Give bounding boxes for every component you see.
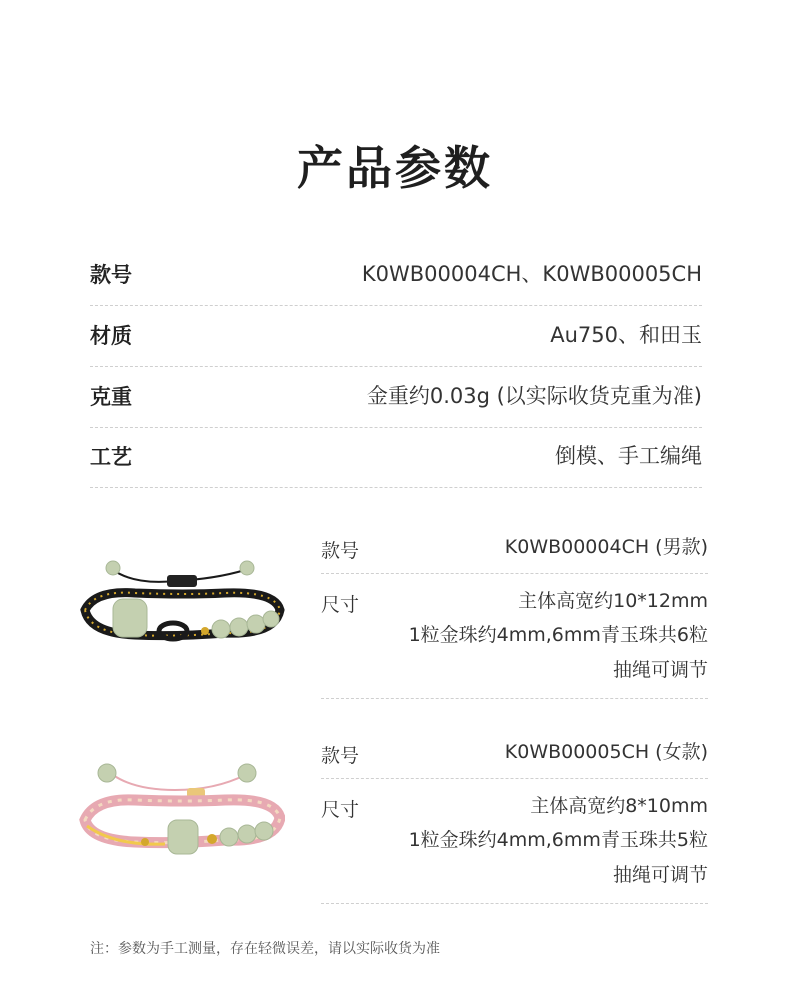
spec-row-craft [90,427,702,488]
size-line: 主体高宽约8*10mm [530,795,708,817]
product-row-model [321,520,708,574]
spec-label: 克重 [90,385,132,409]
product-label: 尺寸 [321,594,360,616]
size-line: 1粒金珠约4mm,6mm青玉珠共5粒 [408,829,708,851]
product-row-model [321,725,708,779]
product-label: 款号 [321,745,360,767]
spec-value: Au750、和田玉 [550,323,702,347]
size-line: 1粒金珠约4mm,6mm青玉珠共6粒 [408,624,708,646]
size-line: 抽绳可调节 [612,864,708,886]
size-line: 主体高宽约10*12mm [518,590,708,612]
product-label: 尺寸 [321,799,360,821]
spec-value: 倒模、手工编绳 [555,444,702,468]
womens-bracelet-image [75,760,285,860]
size-line: 抽绳可调节 [612,659,708,681]
spec-row-weight [90,367,702,428]
mens-bracelet-image [75,555,285,655]
product-label: 款号 [321,540,360,562]
spec-label: 工艺 [90,445,132,469]
product-row-size [321,574,708,699]
spec-label: 款号 [90,263,132,287]
spec-value: 金重约0.03g (以实际收货克重为准) [366,384,702,408]
product-row-size [321,779,708,904]
spec-value: K0WB00004CH、K0WB00005CH [361,262,702,286]
spec-label: 材质 [90,324,132,348]
product-value: K0WB00004CH (男款) [504,536,708,558]
spec-row-model [90,245,702,306]
spec-row-material [90,306,702,367]
footnote: 注：参数为手工测量，存在轻微误差，请以实际收货为准 [90,941,440,957]
product-value: K0WB00005CH (女款) [504,741,708,763]
page-title: 产品参数 [297,141,493,195]
